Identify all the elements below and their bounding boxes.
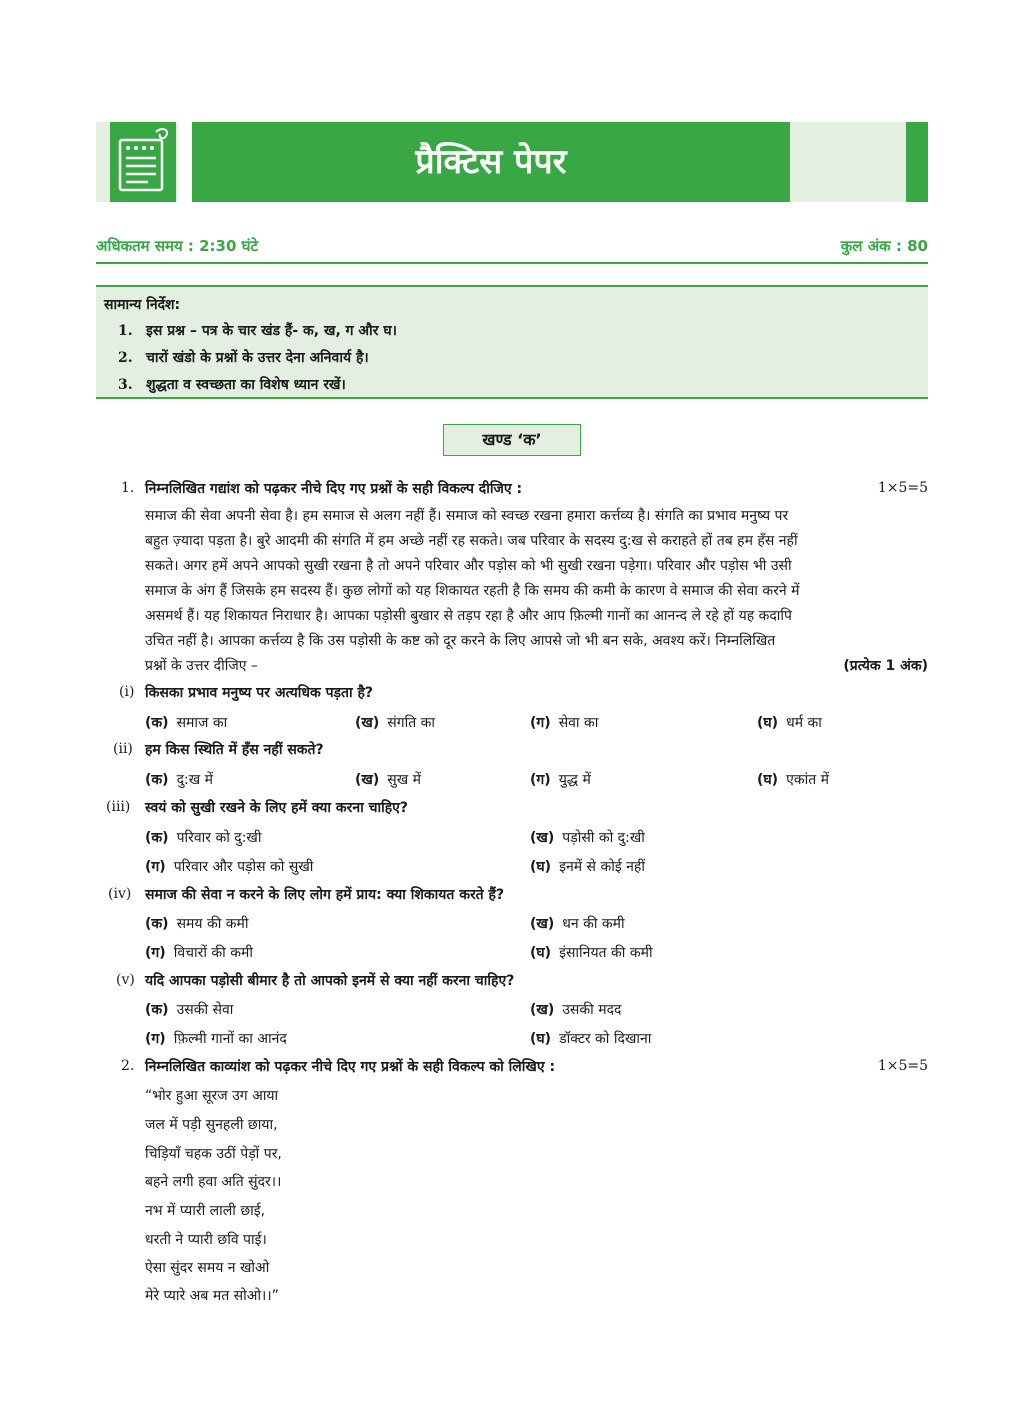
- option: (घ) इनमें से कोई नहीं: [530, 859, 645, 875]
- sub-question: स्वयं को सुखी रखने के लिए हमें क्या करना चाहिए?: [145, 800, 409, 816]
- option: (घ) एकांत में: [757, 772, 830, 788]
- banner-light-panel: [790, 122, 906, 202]
- poem-line: नभ में प्यारी लाली छाई,: [145, 1203, 266, 1219]
- sub-question: समाज की सेवा न करने के लिए लोग हमें प्राय: क्या शिकायत करते हैं?: [145, 887, 505, 903]
- option: (ख) सुख में: [355, 772, 421, 788]
- sub-question-number: (i): [119, 684, 135, 700]
- page-title: प्रैक्टिस पेपर: [415, 142, 567, 182]
- option: (ग) फ़िल्मी गानों का आनंद: [145, 1031, 287, 1047]
- option: (ग) सेवा का: [530, 715, 599, 731]
- question-number: 1.: [121, 480, 135, 496]
- sub-question-number: (iv): [108, 886, 132, 902]
- banner-right-strip: [906, 122, 928, 202]
- total-marks: कुल अंक : 80: [840, 237, 928, 255]
- poem-line: बहने लगी हवा अति सुंदर।।: [145, 1174, 282, 1190]
- option: (क) दु:ख में: [145, 772, 213, 788]
- notepad-icon: [96, 122, 196, 202]
- header-banner: [96, 122, 928, 202]
- general-instructions: [96, 285, 928, 399]
- instruction-item: 1. इस प्रश्न – पत्र के चार खंड हैं- क, ख, ग और घ।: [118, 323, 397, 339]
- passage-line: समाज के अंग हैं जिसके हम सदस्य हैं। कुछ लोगों को यह शिकायत रहती है कि समय की कमी के कारण वे समाज की सेवा करने में: [145, 583, 800, 599]
- poem-line: मेरे प्यारे अब मत सोओ।।”: [145, 1288, 279, 1304]
- question-prompt: निम्नलिखित काव्यांश को पढ़कर नीचे दिए गए प्रश्नों के सही विकल्प को लिखिए :: [145, 1059, 556, 1075]
- option: (ख) धन की कमी: [530, 916, 625, 932]
- poem-line: जल में पड़ी सुनहली छाया,: [145, 1117, 278, 1133]
- sub-question-number: (ii): [113, 741, 133, 757]
- poem-line: धरती ने प्यारी छवि पाई।: [145, 1232, 267, 1248]
- option: (ग) युद्ध में: [530, 772, 591, 788]
- option: (क) समय की कमी: [145, 916, 249, 932]
- question-prompt: निम्नलिखित गद्यांश को पढ़कर नीचे दिए गए प्रश्नों के सही विकल्प दीजिए :: [145, 481, 523, 497]
- option: (क) उसकी सेवा: [145, 1002, 234, 1018]
- section-heading: खण्ड ‘क’: [443, 424, 581, 456]
- sub-question: यदि आपका पड़ोसी बीमार है तो आपको इनमें से क्या नहीं करना चाहिए?: [145, 973, 515, 989]
- passage-line: असमर्थ हैं। यह शिकायत निराधार है। आपका पड़ोसी बुखार से तड़प रहा है और आप फ़िल्मी गानों का आनन्द ले रहे हों यह कदापि: [145, 608, 792, 624]
- poem-line: चिड़ियाँ चहक उठीं पेड़ों पर,: [145, 1146, 282, 1162]
- option: (क) परिवार को दु:खी: [145, 830, 262, 846]
- option: (क) समाज का: [145, 715, 228, 731]
- passage-line: बहुत ज़्यादा पड़ता है। बुरे आदमी की संगति में हम अच्छे नहीं रह सकते। जब परिवार के सदस्य दु:ख से कराहते हों तब हम हँस नहीं: [145, 533, 798, 549]
- sub-question: किसका प्रभाव मनुष्य पर अत्यधिक पड़ता है?: [145, 685, 374, 701]
- passage-line: सकते। अगर हमें अपने आपको सुखी रखना है तो अपने परिवार और पड़ोस को भी सुखी रखना पड़ेगा। परिवार और पड़ोस भी उसी: [145, 558, 792, 574]
- option: (घ) इंसानियत की कमी: [530, 945, 653, 961]
- passage-line: प्रश्नों के उत्तर दीजिए –: [145, 658, 258, 674]
- instructions-heading: सामान्य निर्देश:: [104, 297, 181, 313]
- option: (ख) पड़ोसी को दु:खी: [530, 830, 645, 846]
- question-marks: 1×5=5: [877, 1058, 928, 1074]
- sub-question: हम किस स्थिति में हँस नहीं सकते?: [145, 742, 324, 758]
- question-marks: 1×5=5: [877, 480, 928, 496]
- instruction-item: 2. चारों खंडो के प्रश्नों के उत्तर देना अनिवार्य है।: [118, 350, 369, 366]
- option: (ख) उसकी मदद: [530, 1002, 622, 1018]
- sub-question-number: (v): [116, 972, 135, 988]
- poem-line: “भोर हुआ सूरज उग आया: [145, 1088, 279, 1104]
- exam-meta: [96, 232, 928, 264]
- instruction-item: 3. शुद्धता व स्वच्छता का विशेष ध्यान रखें।: [118, 377, 346, 393]
- option: (ग) विचारों की कमी: [145, 945, 253, 961]
- each-mark-note: (प्रत्येक 1 अंक): [843, 658, 928, 674]
- sub-question-number: (iii): [106, 799, 131, 815]
- option: (ख) संगति का: [355, 715, 436, 731]
- passage-line: समाज की सेवा अपनी सेवा है। हम समाज से अलग नहीं हैं। समाज को स्वच्छ रखना हमारा कर्त्तव्य है। संगति का प्रभाव मनुष्य पर: [145, 508, 789, 524]
- option: (घ) डॉक्टर को दिखाना: [530, 1031, 652, 1047]
- question-number: 2.: [121, 1058, 135, 1074]
- poem-line: ऐसा सुंदर समय न खोओ: [145, 1260, 270, 1276]
- passage-line: उचित नहीं है। आपका कर्त्तव्य है कि उस पड़ोसी के कष्ट को दूर करने के लिए आपसे जो भी बन सके, अवश्य करें। निम्नलिखित: [145, 633, 776, 649]
- option: (घ) धर्म का: [757, 715, 822, 731]
- max-time: अधिकतम समय : 2:30 घंटे: [96, 237, 259, 255]
- option: (ग) परिवार और पड़ोस को सुखी: [145, 859, 314, 875]
